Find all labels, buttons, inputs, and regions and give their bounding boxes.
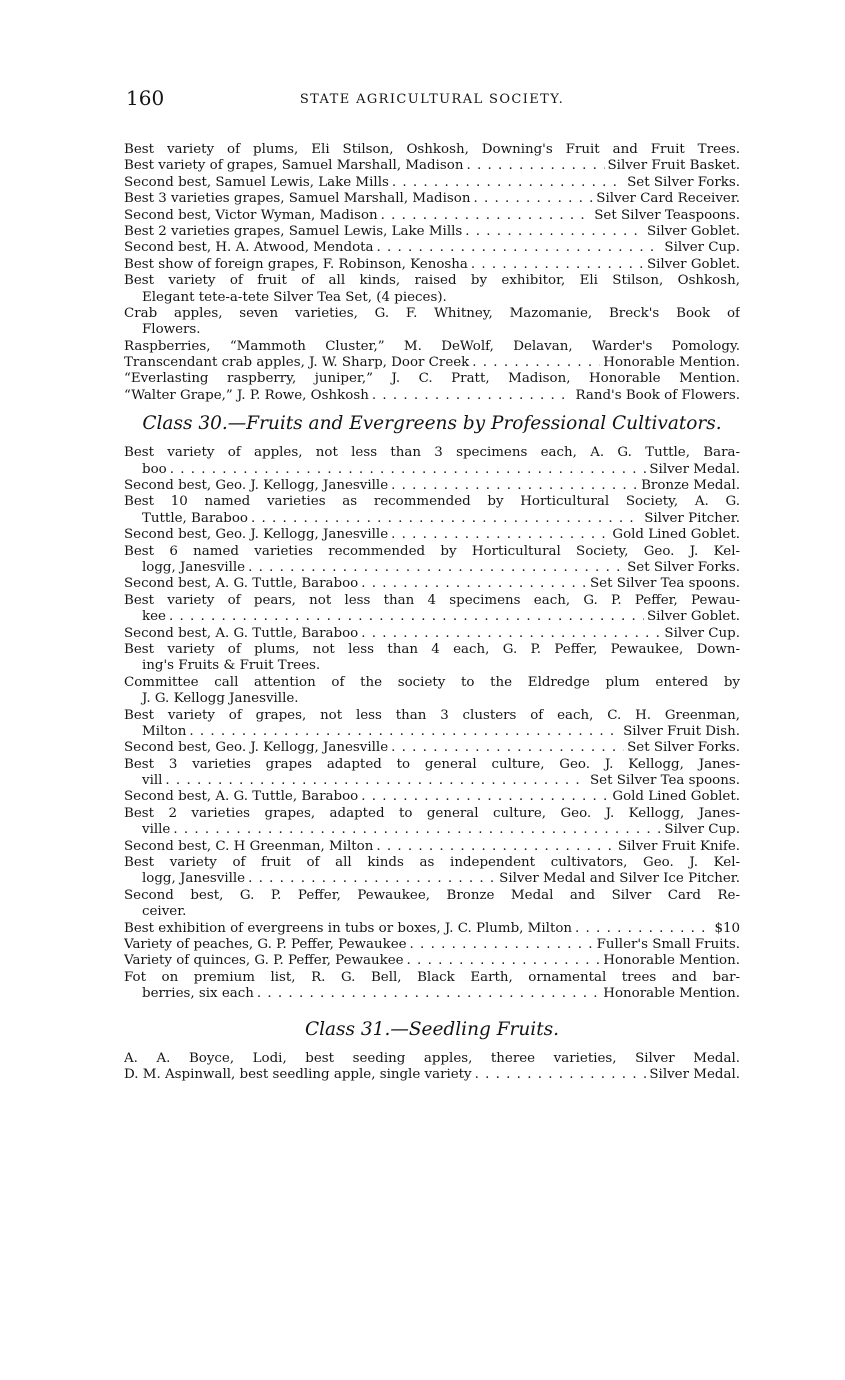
premium-entry-line xyxy=(124,609,740,625)
class-30-entries xyxy=(124,445,740,1002)
entry-award: Silver Fruit Basket. xyxy=(607,158,740,174)
dot-leader xyxy=(472,355,600,371)
premium-entry-line: Raspberries, “Mammoth Cluster,” M. DeWolf, Delavan, Warder's Pomology. xyxy=(124,338,740,354)
entry-exhibitor: Second best, H. A. Atwood, Mendota xyxy=(124,240,374,256)
dot-leader xyxy=(251,511,641,527)
premium-entry-line xyxy=(124,871,740,887)
dot-leader xyxy=(465,224,644,240)
entry-award: Set Silver Forks. xyxy=(627,174,740,190)
entry-award: Silver Medal. xyxy=(649,1066,740,1082)
entry-award: Gold Lined Goblet. xyxy=(612,527,740,543)
entry-award: Silver Medal and Silver Ice Pitcher. xyxy=(499,871,740,887)
entry-award: Silver Cup. xyxy=(664,240,740,256)
premium-entry-line: ing's Fruits & Fruit Trees. xyxy=(142,658,321,674)
premium-list-section xyxy=(124,142,740,404)
entry-exhibitor: D. M. Aspinwall, best seedling apple, single variety xyxy=(124,1066,472,1082)
dot-leader xyxy=(466,158,604,174)
premium-entry-line xyxy=(124,1067,740,1083)
dot-leader xyxy=(257,986,600,1002)
dot-leader xyxy=(170,462,647,478)
premium-entry-line: Flowers. xyxy=(142,322,201,338)
premium-entry-line: Best variety of plums, Eli Stilson, Oshkosh, Downing's Fruit and Fruit Trees. xyxy=(124,142,740,157)
entry-award: Set Silver Tea spoons. xyxy=(590,576,740,592)
premium-entry-line: Second best, G. P. Peffer, Pewaukee, Bronze Medal and Silver Card Re- xyxy=(124,887,740,903)
entry-award: Bronze Medal. xyxy=(641,478,740,494)
entry-exhibitor: Second best, A. G. Tuttle, Baraboo xyxy=(124,625,359,641)
dot-leader xyxy=(361,789,609,805)
dot-leader xyxy=(248,871,496,887)
entry-award: Silver Pitcher. xyxy=(644,510,740,526)
premium-entry-line: Fot on premium list, R. G. Bell, Black Earth, ornamental trees and bar- xyxy=(124,969,740,985)
entry-award: Silver Medal. xyxy=(649,461,740,477)
premium-entry-line: Best variety of pears, not less than 4 specimens each, G. P. Peffer, Pewau- xyxy=(124,592,740,608)
premium-entry-line xyxy=(124,576,740,592)
premium-entry-line xyxy=(124,208,740,224)
premium-entry-line xyxy=(124,839,740,855)
entry-exhibitor: logg, Janesville xyxy=(142,871,246,887)
entry-exhibitor: Second best, Victor Wyman, Madison xyxy=(124,207,378,223)
premium-entry-line xyxy=(124,175,740,191)
premium-entry-line xyxy=(124,773,740,789)
premium-entry-line xyxy=(124,191,740,207)
entry-exhibitor: kee xyxy=(142,609,166,625)
entry-award: Gold Lined Goblet. xyxy=(612,789,740,805)
entry-exhibitor: Tuttle, Baraboo xyxy=(142,510,248,526)
premium-entry-line: Committee call attention of the society to the Eldredge plum entered by xyxy=(124,674,740,690)
entry-award: Fuller's Small Fruits. xyxy=(596,936,740,952)
dot-leader xyxy=(165,773,587,789)
premium-entry-line xyxy=(124,560,740,576)
premium-entry-line xyxy=(124,921,740,937)
premium-entry-line: A. A. Boyce, Lodi, best seeding apples, theree varieties, Silver Medal. xyxy=(124,1050,740,1066)
dot-leader xyxy=(173,822,661,838)
entry-exhibitor: Best show of foreign grapes, F. Robinson, Kenosha xyxy=(124,256,468,272)
premium-entry-line xyxy=(124,986,740,1002)
entry-exhibitor: Second best, C. H Greenman, Milton xyxy=(124,838,374,854)
entry-exhibitor: Second best, Samuel Lewis, Lake Mills xyxy=(124,174,389,190)
entry-exhibitor: Best variety of grapes, Samuel Marshall, Madison xyxy=(124,158,464,174)
entry-exhibitor: vill xyxy=(142,773,163,789)
premium-entry-line xyxy=(124,478,740,494)
premium-entry-line xyxy=(124,511,740,527)
premium-entry-line xyxy=(124,822,740,838)
entry-exhibitor: Variety of peaches, G. P. Peffer, Pewaukee xyxy=(124,936,407,952)
entry-exhibitor: Best exhibition of evergreens in tubs or boxes, J. C. Plumb, Milton xyxy=(124,920,573,936)
premium-entry-line: Best 6 named varieties recommended by Horticultural Society, Geo. J. Kel- xyxy=(124,543,740,559)
entry-award: Honorable Mention. xyxy=(603,953,740,969)
entry-exhibitor: Second best, A. G. Tuttle, Baraboo xyxy=(124,576,359,592)
entry-exhibitor: Second best, Geo. J. Kellogg, Janesville xyxy=(124,527,389,543)
entry-award: Rand's Book of Flowers. xyxy=(575,387,740,403)
entry-exhibitor: Best 2 varieties grapes, Samuel Lewis, Lake Mills xyxy=(124,223,463,239)
running-title: STATE AGRICULTURAL SOCIETY. xyxy=(299,92,565,107)
premium-entry-line: Elegant tete-a-tete Silver Tea Set, (4 pieces). xyxy=(142,289,447,305)
premium-entry-line xyxy=(124,527,740,543)
page-header xyxy=(124,86,740,112)
entry-award: Set Silver Teaspoons. xyxy=(594,207,740,223)
dot-leader xyxy=(391,478,638,494)
entry-award: Silver Card Receiver. xyxy=(596,191,740,207)
dot-leader xyxy=(376,839,615,855)
class-31-heading: Class 31.—Seedling Fruits. xyxy=(304,1018,560,1040)
entry-exhibitor: Best 3 varieties grapes, Samuel Marshall, Madison xyxy=(124,191,471,207)
entry-award: Silver Goblet. xyxy=(646,609,740,625)
premium-entry-line xyxy=(124,740,740,756)
premium-entry-line xyxy=(124,355,740,371)
premium-entry-line xyxy=(124,626,740,642)
dot-leader xyxy=(361,576,587,592)
entry-award: Silver Goblet. xyxy=(646,256,740,272)
dot-leader xyxy=(391,527,609,543)
premium-entry-line: Best variety of grapes, not less than 3 clusters of each, C. H. Greenman, xyxy=(124,707,740,723)
premium-entry-line: Best variety of apples, not less than 3 specimens each, A. G. Tuttle, Bara- xyxy=(124,445,740,461)
premium-entry-line xyxy=(124,257,740,273)
entry-exhibitor: logg, Janesville xyxy=(142,559,246,575)
dot-leader xyxy=(377,240,662,256)
dot-leader xyxy=(391,740,624,756)
entry-exhibitor: ville xyxy=(142,822,171,838)
premium-entry-line xyxy=(124,937,740,953)
premium-entry-line xyxy=(124,158,740,174)
premium-entry-line xyxy=(124,953,740,969)
premium-entry-line xyxy=(124,789,740,805)
class-30-heading: Class 30.—Fruits and Evergreens by Professional Cultivators. xyxy=(142,413,722,435)
entry-exhibitor: Variety of quinces, G. P. Peffer, Pewaukee xyxy=(124,953,404,969)
entry-award: Honorable Mention. xyxy=(603,355,740,371)
premium-entry-line: Best 3 varieties grapes adapted to general culture, Geo. J. Kellogg, Janes- xyxy=(124,756,740,772)
entry-award: Set Silver Forks. xyxy=(627,740,740,756)
premium-entry-line xyxy=(124,724,740,740)
page-number: 160 xyxy=(126,86,165,110)
entry-exhibitor: berries, six each xyxy=(142,986,254,1002)
premium-entry-line: Best 2 varieties grapes, adapted to general culture, Geo. J. Kellogg, Janes- xyxy=(124,805,740,821)
dot-leader xyxy=(407,953,601,969)
entry-exhibitor: Milton xyxy=(142,723,187,739)
entry-exhibitor: “Walter Grape,” J. P. Rowe, Oshkosh xyxy=(124,387,369,403)
entry-exhibitor: Second best, A. G. Tuttle, Baraboo xyxy=(124,789,359,805)
premium-entry-line xyxy=(124,462,740,478)
dot-leader xyxy=(410,937,594,953)
dot-leader xyxy=(473,191,593,207)
entry-award: $10 xyxy=(714,920,740,936)
entry-exhibitor: boo xyxy=(142,461,167,477)
dot-leader xyxy=(381,208,592,224)
dot-leader xyxy=(575,921,711,937)
entry-award: Set Silver Tea spoons. xyxy=(590,773,740,789)
class-31-entries xyxy=(124,1051,740,1084)
premium-entry-line xyxy=(124,240,740,256)
premium-entry-line xyxy=(124,388,740,404)
dot-leader xyxy=(361,626,661,642)
dot-leader xyxy=(471,257,644,273)
dot-leader xyxy=(169,609,644,625)
dot-leader xyxy=(475,1067,647,1083)
book-page xyxy=(124,86,740,1083)
premium-entry-line: Best variety of plums, not less than 4 each, G. P. Peffer, Pewaukee, Down- xyxy=(124,641,740,657)
dot-leader xyxy=(392,175,624,191)
entry-exhibitor: Transcendant crab apples, J. W. Sharp, Door Creek xyxy=(124,355,470,371)
premium-entry-line: Crab apples, seven varieties, G. F. Whitney, Mazomanie, Breck's Book of xyxy=(124,305,740,321)
entry-award: Silver Goblet. xyxy=(646,223,740,239)
premium-entry-line: Best variety of fruit of all kinds as independent cultivators, Geo. J. Kel- xyxy=(124,855,740,871)
entry-award: Honorable Mention. xyxy=(603,986,740,1002)
entry-award: Silver Fruit Dish. xyxy=(623,723,740,739)
premium-entry-line: “Everlasting raspberry, juniper,” J. C. Pratt, Madison, Honorable Mention. xyxy=(124,371,740,387)
entry-award: Silver Fruit Knife. xyxy=(617,838,740,854)
premium-entry-line: Best variety of fruit of all kinds, raised by exhibitor, Eli Stilson, Oshkosh, xyxy=(124,273,740,289)
premium-entry-line: Best 10 named varieties as recommended by Horticultural Society, A. G. xyxy=(124,494,740,510)
entry-award: Silver Cup. xyxy=(664,625,740,641)
premium-entry-line: J. G. Kellogg Janesville. xyxy=(142,691,299,707)
entry-award: Silver Cup. xyxy=(664,822,740,838)
dot-leader xyxy=(248,560,624,576)
entry-exhibitor: Second best, Geo. J. Kellogg, Janesville xyxy=(124,740,389,756)
premium-entry-line xyxy=(124,224,740,240)
dot-leader xyxy=(189,724,620,740)
premium-entry-line: ceiver. xyxy=(142,904,187,920)
entry-exhibitor: Second best, Geo. J. Kellogg, Janesville xyxy=(124,478,389,494)
entry-award: Set Silver Forks. xyxy=(627,559,740,575)
dot-leader xyxy=(372,388,573,404)
